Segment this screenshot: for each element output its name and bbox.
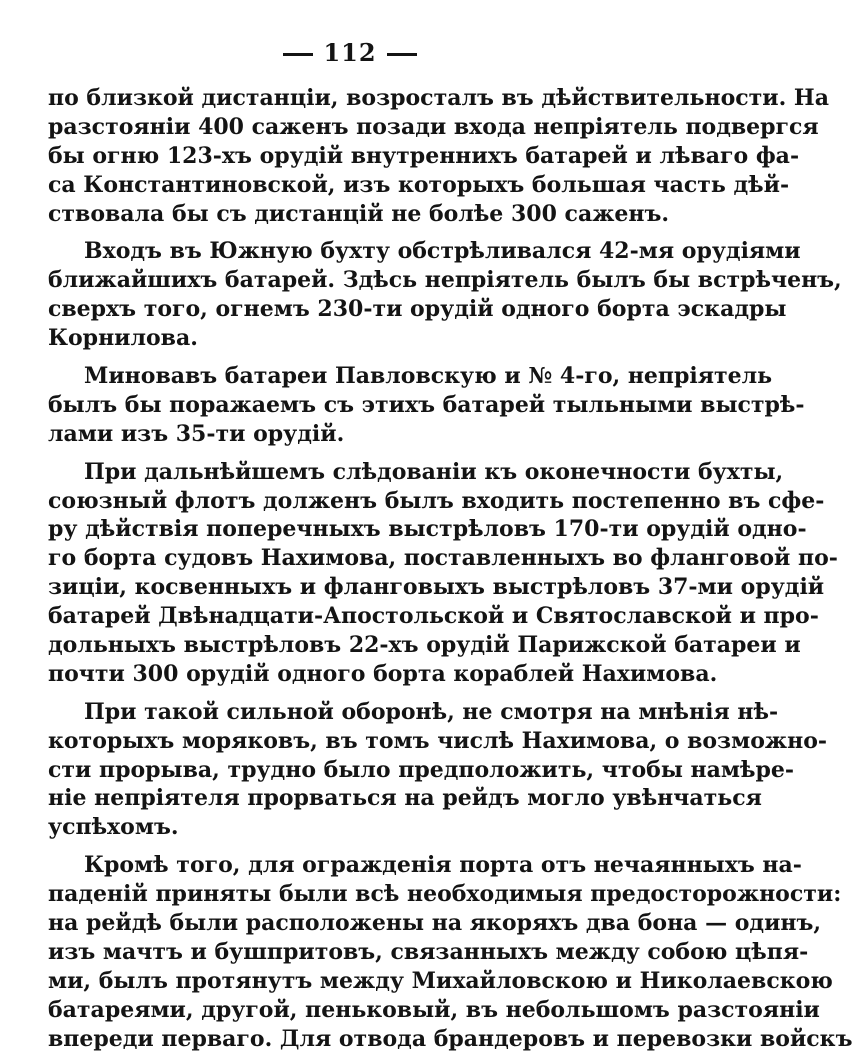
paragraph [48, 237, 842, 353]
text-line: батарей Двѣнадцати-Апостольской и Святославской и про- [48, 603, 819, 630]
text-line: союзный флотъ долженъ былъ входить постепенно въ сфе- [48, 487, 825, 514]
text-line: лами изъ 35-ти орудій. [48, 420, 345, 447]
body-text [48, 84, 852, 1054]
text-line: При дальнѣйшемъ слѣдованіи къ оконечности бухты, [84, 458, 784, 485]
text-line: ру дѣйствія поперечныхъ выстрѣловъ 170-ти орудій одно- [48, 516, 807, 543]
text-line: Кромѣ того, для огражденія порта отъ нечаянныхъ на- [84, 852, 802, 879]
text-line: сти прорыва, трудно было предположить, чтобы намѣре- [48, 756, 794, 783]
paragraph-gap [48, 449, 652, 458]
text-line: го борта судовъ Нахимова, поставленныхъ во фланговой по- [48, 545, 838, 572]
text-line: Входъ въ Южную бухту обстрѣливался 42-мя орудіями [84, 238, 801, 265]
paragraph-gap [48, 689, 652, 698]
text-line: са Константиновской, изъ которыхъ большая часть дѣй- [48, 171, 790, 198]
page-number: 112 [323, 38, 377, 67]
text-line: на рейдѣ были расположены на якоряхъ два бона — одинъ, [48, 910, 822, 937]
text-line: При такой сильной оборонѣ, не смотря на мнѣнія нѣ- [84, 698, 779, 725]
paragraph-gap [48, 228, 652, 237]
text-line: ближайшихъ батарей. Здѣсь непріятель былъ бы встрѣченъ, [48, 267, 842, 294]
paragraph [48, 362, 805, 449]
text-line: паденій приняты были всѣ необходимыя предосторожности: [48, 881, 842, 908]
left-dash [283, 53, 313, 56]
text-line: Миновавъ батареи Павловскую и № 4-го, непріятель [84, 363, 773, 390]
page-number-header [0, 38, 700, 67]
paragraph-gap [48, 842, 652, 851]
text-line: былъ бы поражаемъ съ этихъ батарей тыльными выстрѣ- [48, 391, 805, 418]
paragraph-gap [48, 353, 652, 362]
paragraph [48, 851, 852, 1053]
text-line: по близкой дистанціи, возросталъ въ дѣйствительности. На [48, 85, 829, 111]
text-line: батареями, другой, пеньковый, въ небольшомъ разстояніи [48, 996, 820, 1023]
text-line: которыхъ моряковъ, въ томъ числѣ Нахимова, о возможно- [48, 727, 828, 754]
paragraph [48, 698, 828, 842]
paragraph [48, 458, 838, 689]
paragraph [48, 84, 829, 228]
text-line: Корнилова. [48, 325, 198, 352]
text-line: изъ мачтъ и бушпритовъ, связанныхъ между собою цѣпя- [48, 938, 809, 965]
text-line: успѣхомъ. [48, 814, 179, 841]
text-line: бы огню 123-хъ орудій внутреннихъ батарей и лѣваго фа- [48, 142, 800, 169]
text-line: зиціи, косвенныхъ и фланговыхъ выстрѣловъ 37-ми орудій [48, 574, 825, 601]
text-line: ми, былъ протянутъ между Михайловскою и Николаевскою [48, 967, 833, 994]
text-line: впереди перваго. Для отвода брандеровъ и перевозки войскъ [48, 1025, 852, 1052]
text-line: ніе непріятеля прорваться на рейдъ могло увѣнчаться [48, 785, 762, 812]
text-line: сверхъ того, огнемъ 230-ти орудій одного борта эскадры [48, 296, 787, 323]
text-line: дольныхъ выстрѣловъ 22-хъ орудій Парижской батареи и [48, 632, 801, 659]
right-dash [387, 53, 417, 56]
text-line: почти 300 орудій одного борта кораблей Нахимова. [48, 660, 718, 687]
text-line: разстояніи 400 саженъ позади входа непріятель подвергся [48, 113, 819, 140]
text-line: ствовала бы съ дистанцій не болѣе 300 саженъ. [48, 200, 670, 227]
